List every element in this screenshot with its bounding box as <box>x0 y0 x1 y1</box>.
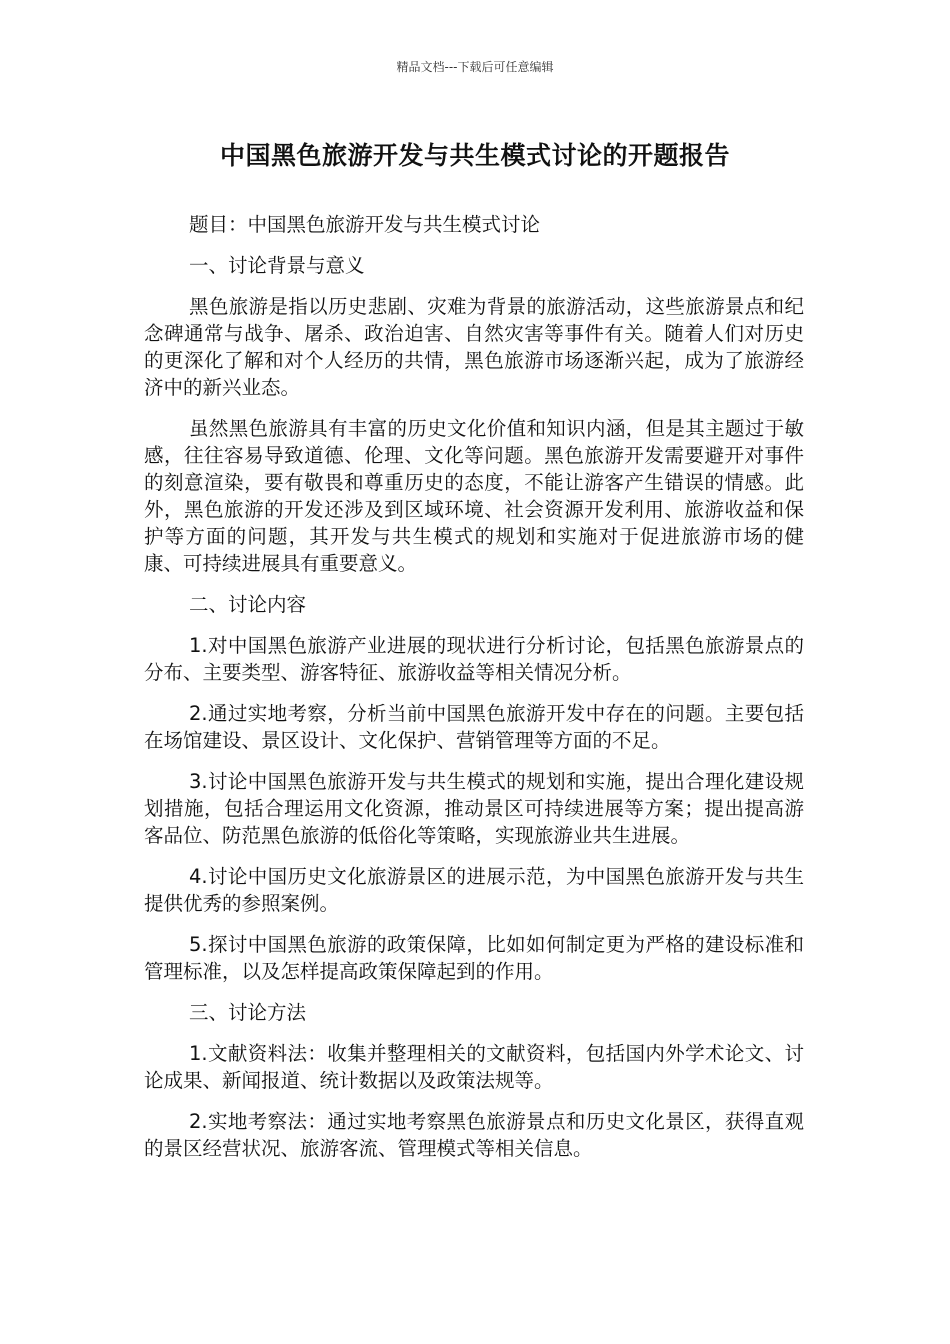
section-heading-content: 二、讨论内容 <box>189 593 307 616</box>
paragraph-method-2: 2.实地考察法：通过实地考察黑色旅游景点和历史文化景区，获得直观的景区经营状况、旅游客流、管理模式等相关信息。 <box>144 1110 804 1160</box>
header-note: 精品文档---下载后可任意编辑 <box>396 60 554 74</box>
paragraph-content-1: 1.对中国黑色旅游产业进展的现状进行分析讨论，包括黑色旅游景点的分布、主要类型、游客特征、旅游收益等相关情况分析。 <box>144 634 804 684</box>
document-body <box>144 211 804 1176</box>
paragraph-background-2: 虽然黑色旅游具有丰富的历史文化价值和知识内涵，但是其主题过于敏感，往往容易导致道德、伦理、文化等问题。黑色旅游开发需要避开对事件的刻意渲染，要有敬畏和尊重历史的态度，不能让游客产生错误的情感。此外，黑色旅游的开发还涉及到区域环境、社会资源开发利用、旅游收益和保护等方面的问题，其开发与共生模式的规划和实施对于促进旅游市场的健康、可持续进展具有重要意义。 <box>144 417 804 575</box>
paragraph-method-1: 1.文献资料法：收集并整理相关的文献资料，包括国内外学术论文、讨论成果、新闻报道、统计数据以及政策法规等。 <box>144 1042 804 1092</box>
paragraph-content-2: 2.通过实地考察，分析当前中国黑色旅游开发中存在的问题。主要包括在场馆建设、景区设计、文化保护、营销管理等方面的不足。 <box>144 702 804 752</box>
paragraph-background-1: 黑色旅游是指以历史悲剧、灾难为背景的旅游活动，这些旅游景点和纪念碑通常与战争、屠杀、政治迫害、自然灾害等事件有关。随着人们对历史的更深化了解和对个人经历的共情，黑色旅游市场逐渐兴起，成为了旅游经济中的新兴业态。 <box>144 295 804 399</box>
paragraph-topic: 题目：中国黑色旅游开发与共生模式讨论 <box>189 213 541 236</box>
paragraph-content-3: 3.讨论中国黑色旅游开发与共生模式的规划和实施，提出合理化建设规划措施，包括合理运用文化资源，推动景区可持续进展等方案；提出提高游客品位、防范黑色旅游的低俗化等策略，实现旅游业共生进展。 <box>144 770 804 847</box>
section-heading-methods: 三、讨论方法 <box>189 1001 307 1024</box>
paragraph-content-5: 5.探讨中国黑色旅游的政策保障，比如如何制定更为严格的建设标准和管理标准，以及怎样提高政策保障起到的作用。 <box>144 933 804 983</box>
document-title: 中国黑色旅游开发与共生模式讨论的开题报告 <box>219 141 730 170</box>
section-heading-background: 一、讨论背景与意义 <box>189 254 365 277</box>
paragraph-content-4: 4.讨论中国历史文化旅游景区的进展示范，为中国黑色旅游开发与共生提供优秀的参照案例。 <box>144 865 804 915</box>
